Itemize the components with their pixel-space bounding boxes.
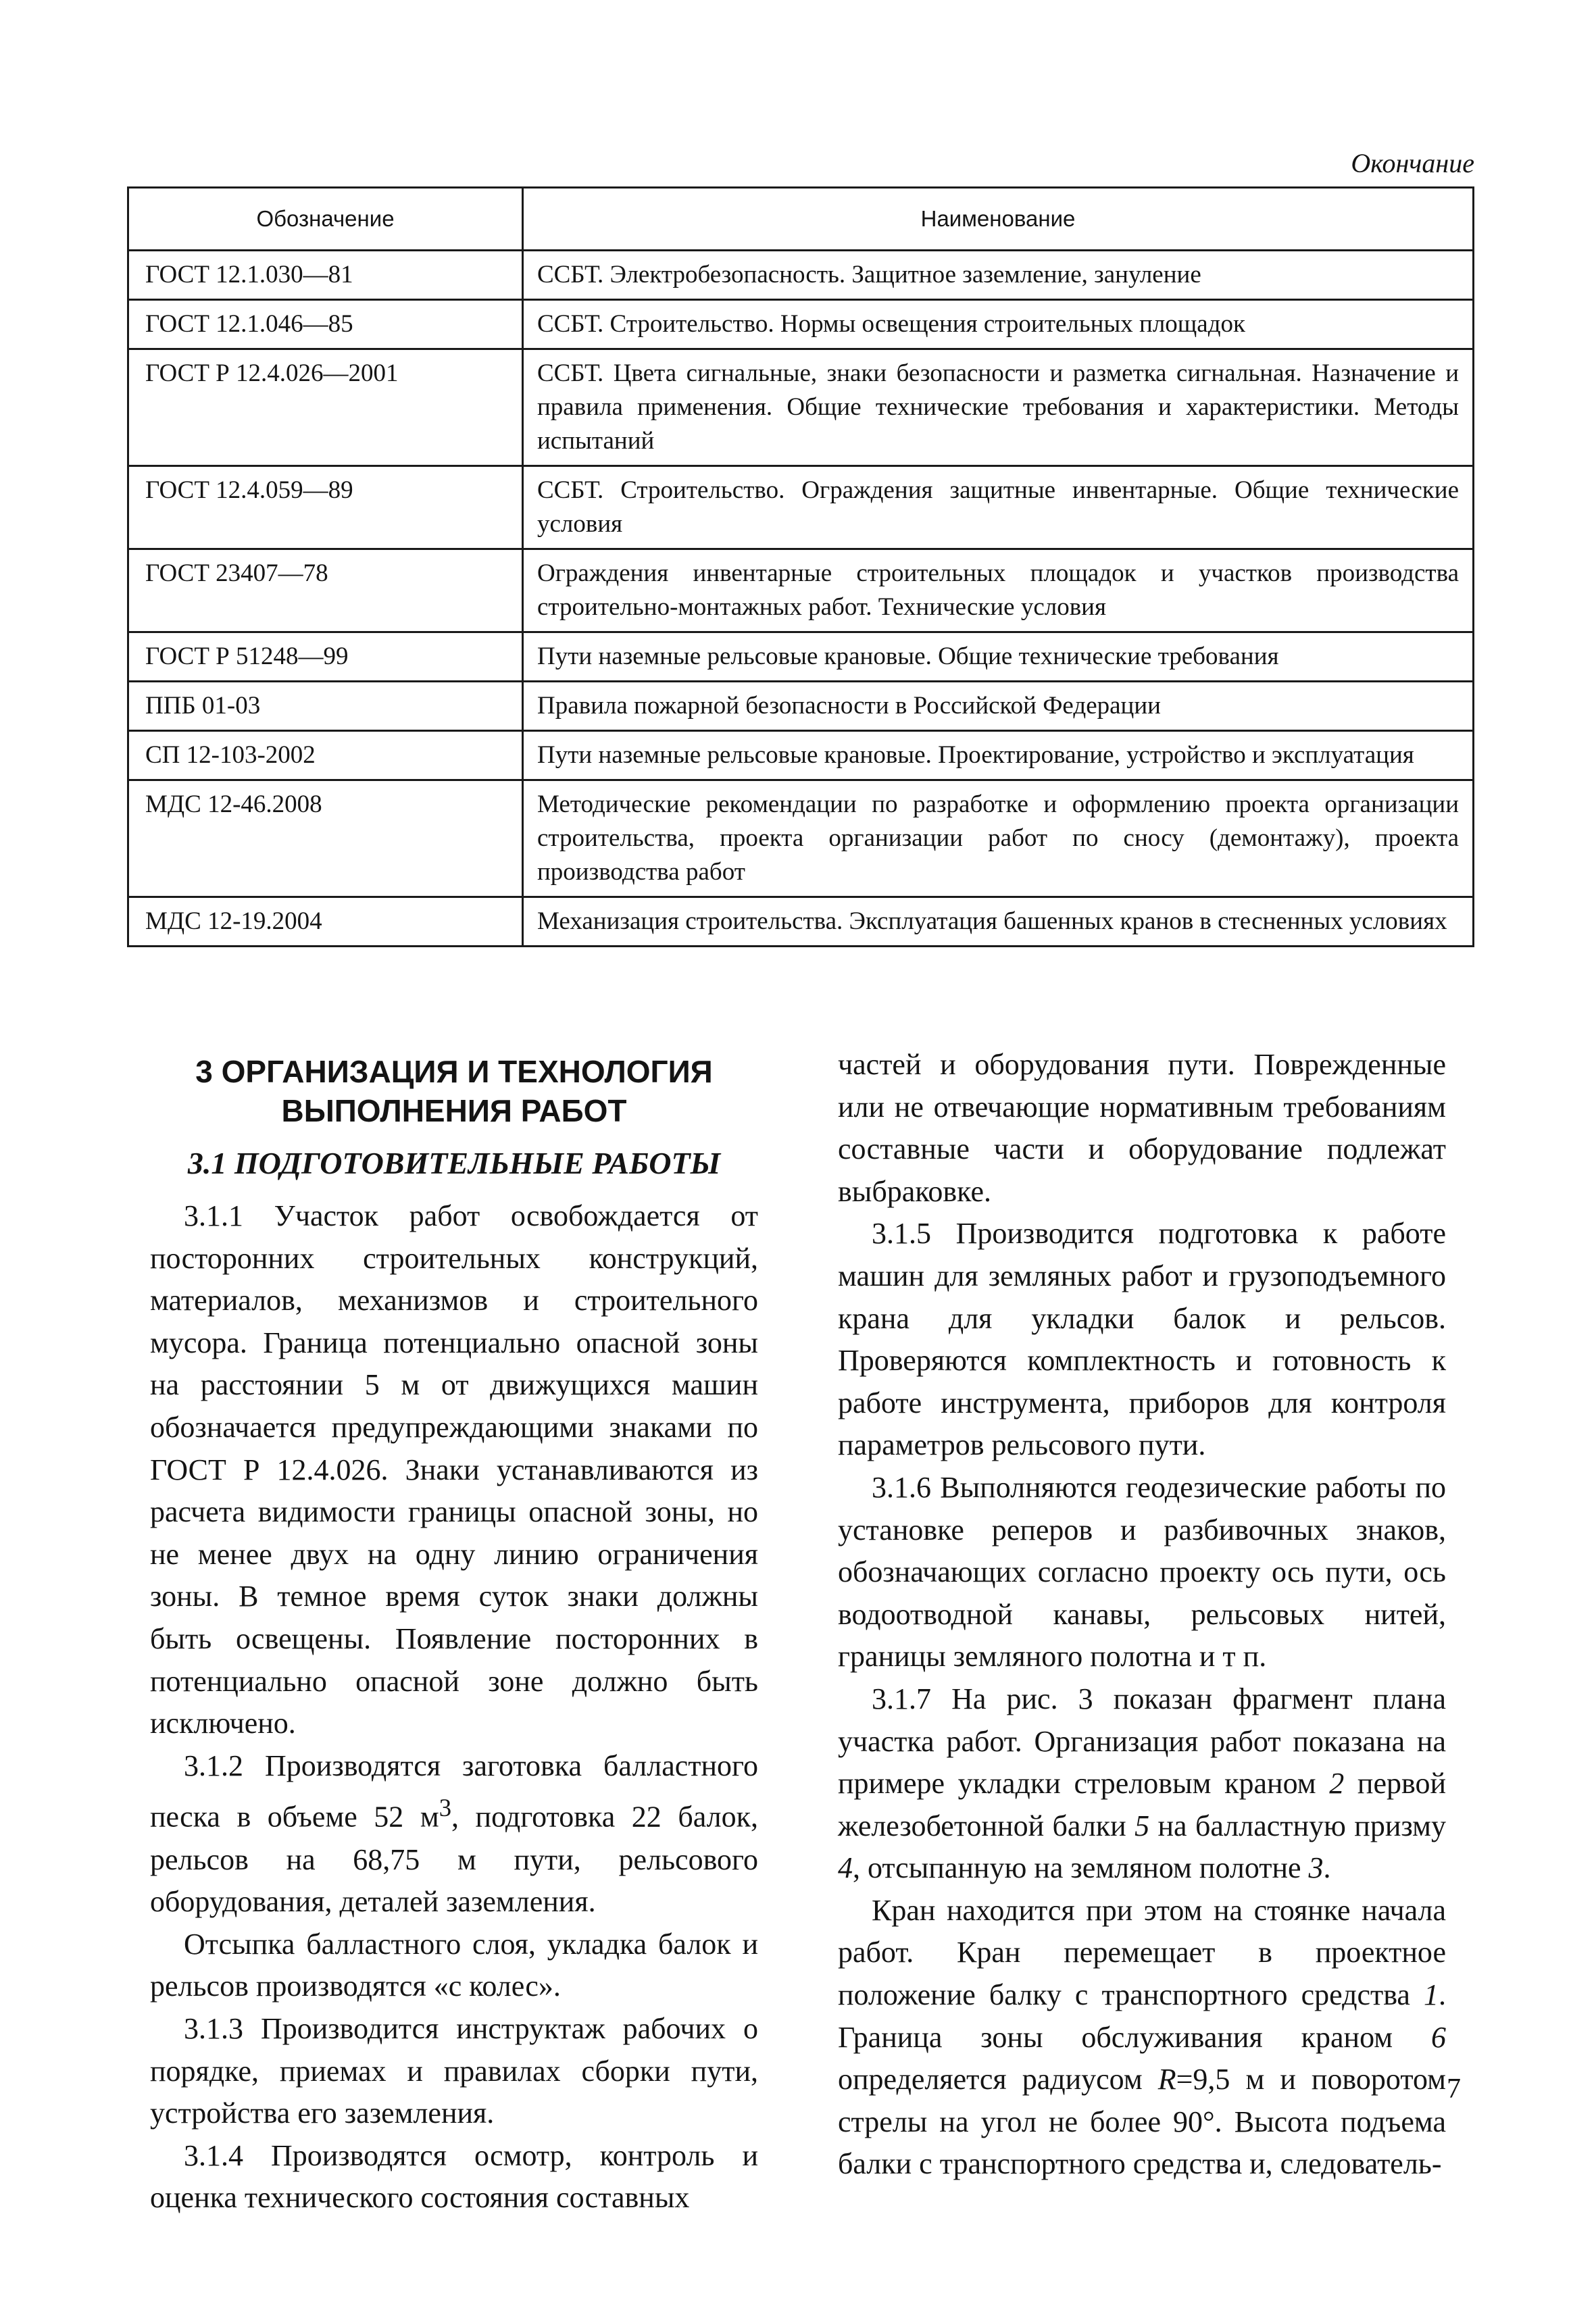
p318-text-d: =9,5 м и поворотом стрелы на угол не более 90°. Высота подъема балки с транспортного средства и, следователь- (838, 2063, 1446, 2181)
row-code: ГОСТ Р 51248—99 (128, 632, 523, 682)
p318-ref-1: 1 (1424, 1978, 1439, 2012)
table-row (128, 682, 1474, 731)
section-title-line1: 3 ОРГАНИЗАЦИЯ И ТЕХНОЛОГИЯ (195, 1054, 713, 1089)
continuation-label: Окончание (1351, 148, 1474, 178)
normative-references-table (127, 186, 1474, 947)
table-row (128, 549, 1474, 632)
paragraph-3-1-5: 3.1.5 Производится подготовка к работе машин для земляных работ и грузоподъемного крана для укладки балок и рельсов. Проверяются комплектность и готовность к работе инструмента, приборов для контроля параметров рельсового пути. (838, 1217, 1446, 1462)
p317-ref-2: 2 (1329, 1767, 1345, 1801)
p312-text-a: 3.1.2 Производятся заготовка балластного песка в объеме 52 м (150, 1749, 758, 1834)
row-code: ГОСТ 23407—78 (128, 549, 523, 632)
table-row (128, 251, 1474, 300)
section-title (150, 1044, 758, 1130)
p318-text-b: . Граница зоны обслуживания краном (838, 1978, 1446, 2054)
table-row (128, 632, 1474, 682)
row-name: ССБТ. Строительство. Ограждения защитные инвентарные. Общие технические условия (523, 466, 1474, 549)
paragraph-3-1-7 (838, 1678, 1446, 1890)
p317-text-e: . (1323, 1851, 1331, 1885)
row-code: СП 12-103-2002 (128, 731, 523, 780)
paragraph-3-1-2 (150, 1745, 758, 1923)
paragraph-3-1-3: 3.1.3 Производится инструктаж рабочих о порядке, приемах и правилах сборки пути, устройства его заземления. (150, 2011, 758, 2130)
row-name: Механизация строительства. Эксплуатация башенных кранов в стесненных условиях (523, 897, 1474, 947)
table-row (128, 349, 1474, 466)
p312-superscript: 3 (439, 1794, 452, 1822)
row-code: МДС 12-19.2004 (128, 897, 523, 947)
table-header-row (128, 188, 1474, 251)
p318-radius-symbol: R (1157, 2063, 1176, 2096)
row-code: МДС 12-46.2008 (128, 780, 523, 897)
header-designation: Обозначение (128, 188, 523, 251)
row-name: Пути наземные рельсовые крановые. Общие технические требования (523, 632, 1474, 682)
paragraph-3-1-4: 3.1.4 Производятся осмотр, контроль и оценка технического состояния составных (150, 2138, 758, 2215)
row-code: ГОСТ Р 12.4.026—2001 (128, 349, 523, 466)
row-name: Пути наземные рельсовые крановые. Проектирование, устройство и эксплуатация (523, 731, 1474, 780)
p317-ref-5: 5 (1134, 1809, 1150, 1842)
paragraph-3-1-1: 3.1.1 Участок работ освобождается от посторонних строительных конструкций, материалов, механизмов и строительного мусора. Граница потенциально опасной зоны на расстоянии 5 м от движущихся машин обозначается предупреждающими знаками по ГОСТ Р 12.4.026. Знаки устанавливаются из расчета видимости границы опасной зоны, но не менее двух на одну линию ограничения зоны. В темное время суток знаки должны быть освещены. Появление посторонних в потенциально опасной зоне должно быть исключено. (150, 1199, 758, 1740)
page-number: 7 (1447, 2073, 1461, 2105)
row-code: ГОСТ 12.1.030—81 (128, 251, 523, 300)
row-name: ССБТ. Строительство. Нормы освещения строительных площадок (523, 300, 1474, 349)
p312-text-b: , подготовка 22 балок, рельсов на 68,75 м пути, рельсового оборудования, деталей заземления. (150, 1800, 758, 1919)
row-name: Методические рекомендации по разработке и оформлению проекта организации строительства, проекта организации работ по сносу (демонтажу), проекта производства работ (523, 780, 1474, 897)
p318-text-a: Кран находится при этом на стоянке начала работ. Кран перемещает в проектное положение балку с транспортного средства (838, 1893, 1446, 2012)
p317-text-b: первой железобетонной балки (838, 1767, 1446, 1842)
p317-text-d: , отсыпанную на земляном полотне (853, 1851, 1309, 1885)
right-column (838, 1044, 1446, 2186)
subsection-title: 3.1 ПОДГОТОВИТЕЛЬНЫЕ РАБОТЫ (187, 1146, 721, 1180)
row-code: ППБ 01-03 (128, 682, 523, 731)
p318-ref-6: 6 (1431, 2020, 1446, 2054)
paragraph-3-1-4-continued: частей и оборудования пути. Поврежденные или не отвечающие нормативным требованиям составные части и оборудование подлежат выбраковке. (838, 1048, 1446, 1208)
paragraph-3-1-6: 3.1.6 Выполняются геодезические работы по установке реперов и разбивочных знаков, обозначающих согласно проекту ось пути, ось водоотводной канавы, рельсовых нитей, границы земляного полотна и т п. (838, 1470, 1446, 1674)
p318-text-c: определяется радиусом (838, 2063, 1158, 2096)
row-code: ГОСТ 12.4.059—89 (128, 466, 523, 549)
table-row (128, 466, 1474, 549)
table-row (128, 780, 1474, 897)
paragraph-3-1-7-continued (838, 1890, 1446, 2186)
row-name: Ограждения инвентарные строительных площадок и участков производства строительно-монтажных работ. Технические условия (523, 549, 1474, 632)
row-name: Правила пожарной безопасности в Российской Федерации (523, 682, 1474, 731)
table-row (128, 300, 1474, 349)
paragraph-3-1-2-continued: Отсыпка балластного слоя, укладка балок и рельсов производятся «с колес». (150, 1927, 758, 2003)
p317-text-c: на балластную призму (1149, 1809, 1446, 1842)
table-row (128, 731, 1474, 780)
p317-ref-3: 3 (1308, 1851, 1324, 1885)
section-title-line2: ВЫПОЛНЕНИЯ РАБОТ (281, 1093, 627, 1128)
p317-ref-4: 4 (838, 1851, 853, 1885)
row-name: ССБТ. Цвета сигнальные, знаки безопасности и разметка сигнальная. Назначение и правила применения. Общие технические требования и характеристики. Методы испытаний (523, 349, 1474, 466)
p317-text-a: 3.1.7 На рис. 3 показан фрагмент плана участка работ. Организация работ показана на примере укладки стреловым краном (838, 1682, 1446, 1801)
row-name: ССБТ. Электробезопасность. Защитное заземление, зануление (523, 251, 1474, 300)
table-row (128, 897, 1474, 947)
header-name: Наименование (523, 188, 1474, 251)
left-column (150, 1044, 758, 2219)
row-code: ГОСТ 12.1.046—85 (128, 300, 523, 349)
